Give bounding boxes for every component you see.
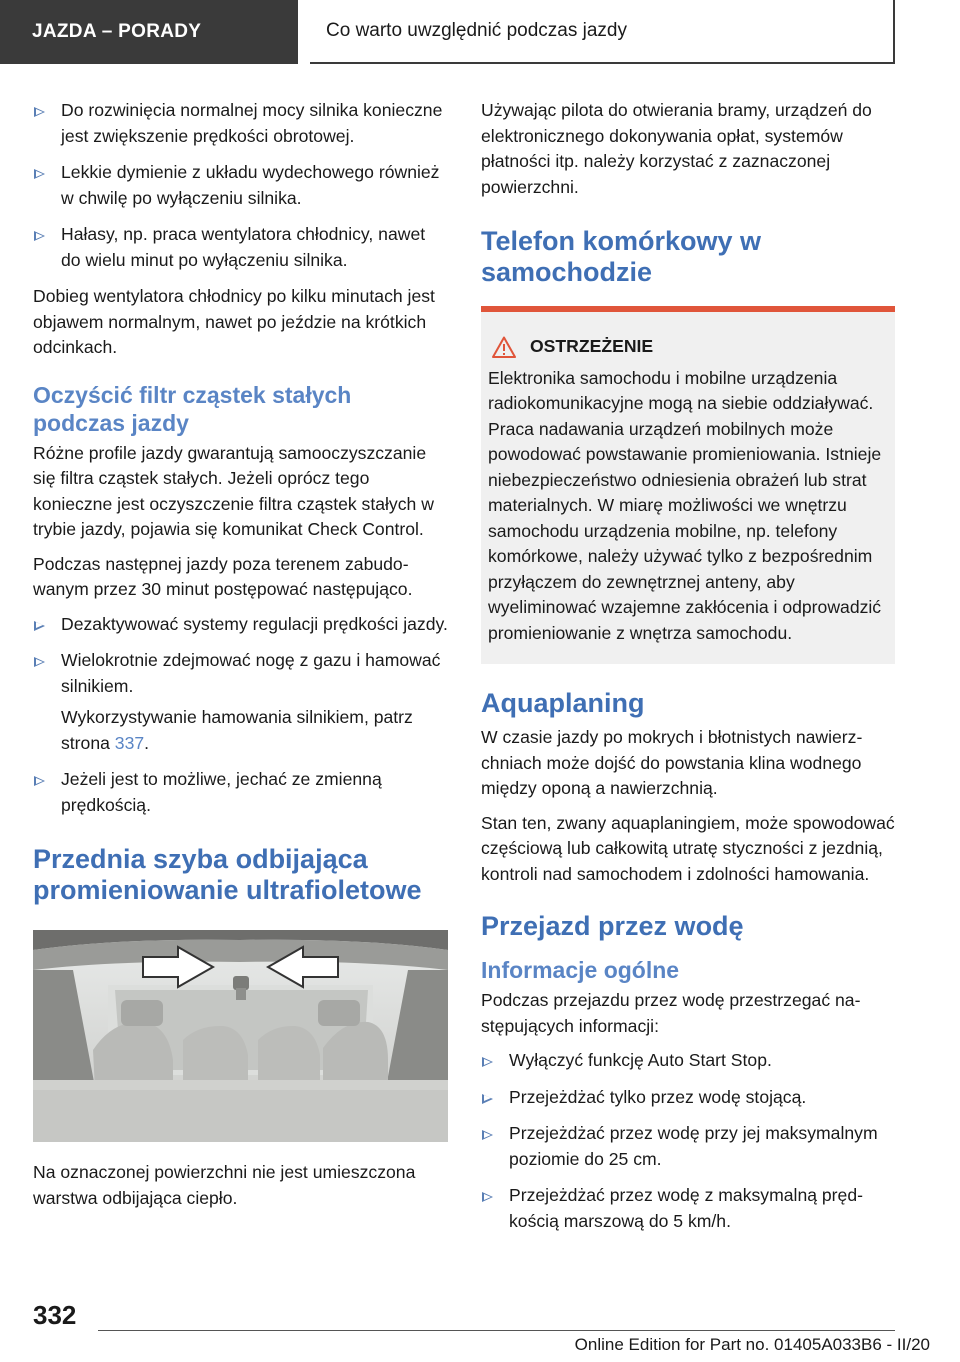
list-item: Hałasy, np. praca wentylatora chłodnicy, nawet do wielu minut po wyłączeniu silnika. <box>33 222 448 273</box>
heading-water: Przejazd przez wodę <box>481 911 744 941</box>
paragraph: Dobieg wentylatora chłodnicy po kilku minutach jest objawem normalnym, nawet po jeździe na krótkich odcinkach. <box>33 286 435 357</box>
list-item: Wyłączyć funkcję Auto Start Stop. <box>481 1048 895 1074</box>
left-column <box>33 98 448 1220</box>
warning-text: Elektronika samochodu i mobilne urządzenia radiokomunikacyjne mogą na siebie oddziaływać. Praca nadawania urządzeń mobilnych może powodować powstawanie promieniowania. Istnieje niebezpieczeństwo odniesienia obrażeń lub strat materialnych. W miarę możliwości we wnętrzu samochodu urządzenia mobilne, np. telefony komórkowe, należy używać tylko z bezpośrednim przyłączem do zewnętrznej anteny, aby wyeliminować wzajemne zakłócenia i odprowadzić promieniowanie z wnętrza samochodu. <box>488 367 882 643</box>
bullet-triangle-icon <box>34 776 45 786</box>
windshield-photo <box>33 930 448 1142</box>
warning-box <box>481 306 895 664</box>
warning-title <box>488 334 887 360</box>
heading-general-info: Informacje ogólne <box>481 957 680 983</box>
list-subtext: Wykorzystywanie hamowania silnikiem, patrz strona 337. <box>61 707 413 753</box>
paragraph: Podczas przejazdu przez wodę przestrzegać następujących informacji: <box>481 990 861 1036</box>
footer-edition: Online Edition for Part no. 01405A033B6 - II/20 <box>574 1335 930 1354</box>
list-item: Przejeżdżać przez wodę przy jej maksymalnym poziomie do 25 cm. <box>481 1121 895 1172</box>
list-item: Do rozwinięcia normalnej mocy silnika konieczne jest zwiększenie prędkości obrotowej. <box>33 98 448 149</box>
paragraph: Różne profile jazdy gwarantują samooczyszczanie się filtra cząstek stałych. Jeżeli oprócz tego konieczne jest oczyszczenie filtra cząstek stałych w trybie jazdy, pojawia się komunikat Check Control. <box>33 442 434 539</box>
bullet-triangle-icon <box>34 231 45 241</box>
warning-triangle-icon <box>492 336 516 358</box>
bullet-triangle-icon <box>482 1192 493 1202</box>
paragraph: Stan ten, zwany aquaplaningiem, może spowodować częściową lub całkowitą utratę styczności z jezdnią, kontroli nad samochodem i zdolności hamowania. <box>481 812 895 884</box>
header-section <box>0 0 298 64</box>
heading-aquaplaning: Aquaplaning <box>481 688 645 718</box>
list-item: Lekkie dymienie z układu wydechowego również w chwilę po wyłączeniu silnika. <box>33 160 448 211</box>
heading-filter: Oczyścić filtr cząstek stałych podczas jazdy <box>33 381 352 436</box>
list-item: Dezaktywować systemy regulacji prędkości jazdy. <box>33 612 448 638</box>
header-section-label: JAZDA – PORADY <box>32 21 202 42</box>
bullet-triangle-icon <box>34 107 45 117</box>
paragraph: W czasie jazdy po mokrych i błotnistych nawierzchniach może dojść do powstania klina wodnego między oponą a nawierzchnią. <box>481 727 863 798</box>
figure-caption: Na oznaczonej powierzchni nie jest umieszczona warstwa odbijająca ciepło. <box>33 1162 416 1208</box>
bullet-triangle-icon <box>34 169 45 179</box>
bullet-triangle-icon <box>34 657 45 667</box>
heading-windshield: Przednia szyba odbijająca promieniowanie ultrafioletowe <box>33 844 422 905</box>
page-link[interactable]: 337 <box>114 732 145 753</box>
page-number: 332 <box>33 1300 77 1330</box>
warning-title-text: OSTRZEŻENIE <box>530 336 654 356</box>
footer-divider <box>98 1330 895 1331</box>
header-chapter-label: Co warto uwzględnić podczas jazdy <box>326 20 627 41</box>
list-item: Jeżeli jest to możliwe, jechać ze zmienną prędkością. <box>33 767 448 818</box>
list-item: Przejeżdżać tylko przez wodę stojącą. <box>481 1085 895 1111</box>
bullet-triangle-icon <box>34 621 45 631</box>
paragraph: Podczas następnej jazdy poza terenem zabudowanym przez 30 minut postępować następująco. <box>33 553 413 599</box>
bullet-triangle-icon <box>482 1057 493 1067</box>
list-item: Wielokrotnie zdejmować nogę z gazu i hamować silnikiem. <box>33 648 448 699</box>
heading-phone: Telefon komórkowy w samochodzie <box>481 226 762 287</box>
right-column <box>481 98 895 1245</box>
header-chapter <box>310 0 895 64</box>
list-item: Przejeżdżać przez wodę z maksymalną prędkością marszową do 5 km/h. <box>481 1183 895 1234</box>
paragraph: Używając pilota do otwierania bramy, urządzeń do elektronicznego dokonywania opłat, systemów płatności itp. należy korzystać z zaznaczonej powierzchni. <box>481 100 872 197</box>
car-interior-image <box>33 930 448 1142</box>
bullet-triangle-icon <box>482 1130 493 1140</box>
bullet-triangle-icon <box>482 1094 493 1104</box>
